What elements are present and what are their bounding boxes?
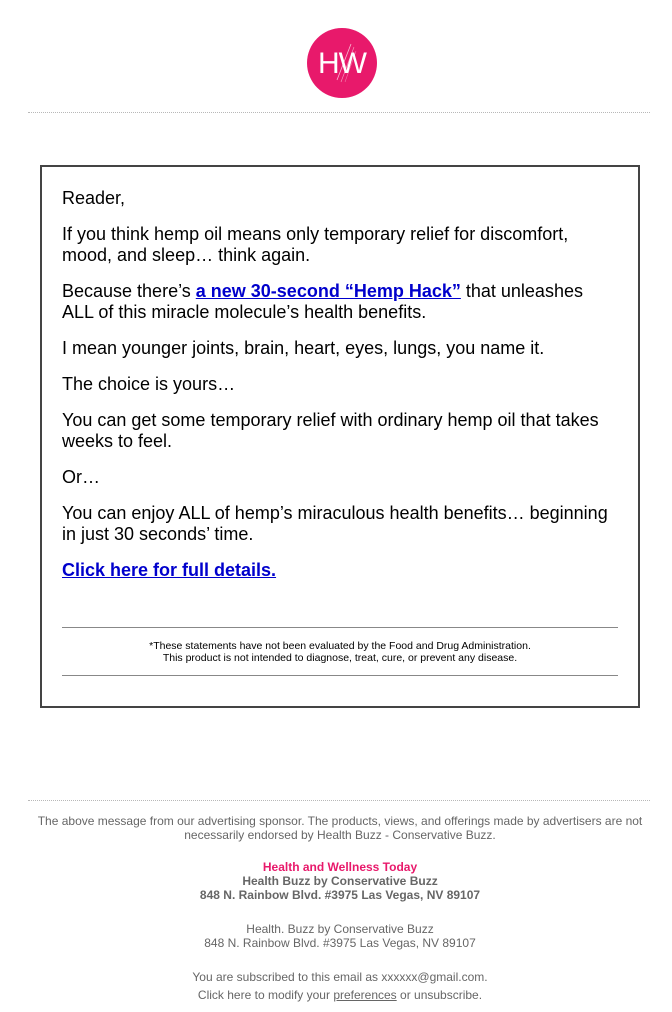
paragraph-6: Or… (62, 467, 100, 487)
footer-address-block (28, 922, 652, 950)
paragraph-5: You can get some temporary relief with ordinary hemp oil that takes weeks to feel. (62, 410, 599, 451)
footer-brand-block (28, 860, 652, 902)
publisher-address: 848 N. Rainbow Blvd. #3975 Las Vegas, NV 89107 (199, 888, 481, 902)
paragraph-7: You can enjoy ALL of hemp’s miraculous health benefits… beginning in just 30 seconds’ time. (62, 503, 608, 544)
header-divider (28, 112, 650, 113)
subscription-note: You are subscribed to this email as xxxxxx@gmail.com. (192, 970, 488, 984)
disclaimer-line-2: This product is not intended to diagnose, treat, cure, or prevent any disease. (162, 652, 518, 664)
full-details-link[interactable]: Click here for full details. (62, 560, 277, 580)
paragraph-1: If you think hemp oil means only temporary relief for discomfort, mood, and sleep… think again. (62, 224, 569, 265)
modify-after: or unsubscribe. (396, 988, 483, 1002)
publisher-name-2: Health. Buzz by Conservative Buzz (246, 922, 434, 936)
logo (307, 28, 377, 98)
paragraph-2-before: Because there’s (62, 281, 196, 301)
fda-disclaimer (62, 640, 618, 664)
cta-paragraph (62, 560, 618, 581)
logo-text: HW (318, 47, 366, 80)
hemp-hack-link[interactable]: a new 30-second “Hemp Hack” (195, 281, 461, 301)
paragraph-4: The choice is yours… (62, 374, 236, 394)
sponsor-note: The above message from our advertising sponsor. The products, views, and offerings made by advertisers are not necessarily endorsed by Health Buzz - Conservative Buzz. (37, 814, 643, 842)
disclaimer-top-rule (62, 627, 618, 628)
preferences-line (28, 988, 652, 1002)
publisher-name: Health Buzz by Conservative Buzz (242, 874, 438, 888)
logo-badge (307, 28, 377, 98)
brand-name: Health and Wellness Today (262, 860, 418, 874)
paragraph-2 (62, 281, 618, 323)
disclaimer-bottom-rule (62, 675, 618, 676)
disclaimer-line-1: *These statements have not been evaluated by the Food and Drug Administration. (149, 640, 531, 652)
message-box (40, 165, 640, 708)
modify-before: Click here to modify your (197, 988, 334, 1002)
footer-divider (28, 800, 650, 801)
publisher-address-2: 848 N. Rainbow Blvd. #3975 Las Vegas, NV 89107 (204, 936, 476, 950)
paragraph-3: I mean younger joints, brain, heart, eyes, lungs, you name it. (62, 338, 545, 358)
greeting: Reader, (62, 188, 126, 208)
preferences-link[interactable]: preferences (333, 988, 397, 1002)
paragraph-2-after: that unleashes ALL of this miracle molecule’s health benefits. (62, 281, 583, 322)
